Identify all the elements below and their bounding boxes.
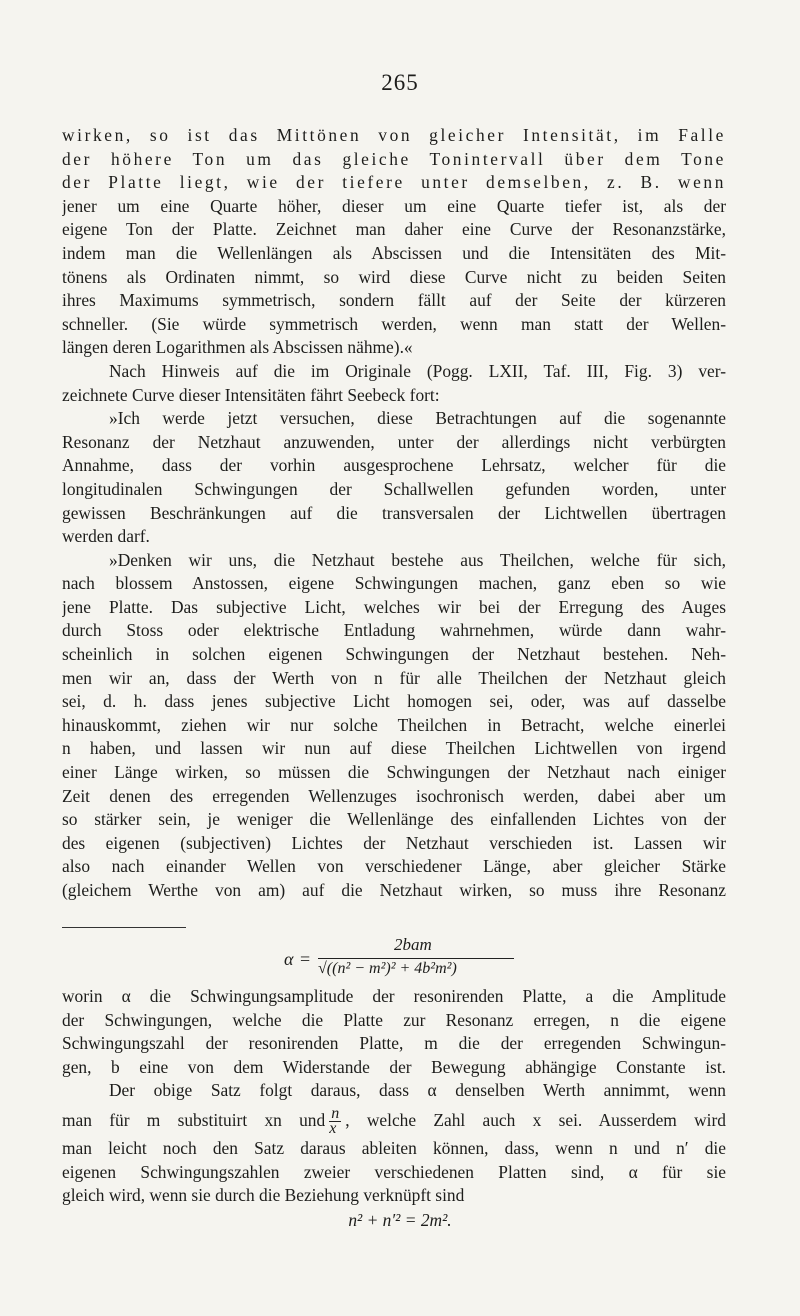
text-line: zeichnete Curve dieser Intensitäten fährt Seebeck fort: [62,384,440,405]
text-line: des eigenen (subjectiven) Lichtes der Netzhaut verschieden ist. Lassen wir [62,832,726,853]
subst-after: , welche Zahl auch x sei. Ausserdem wird [345,1109,726,1130]
main-text [62,124,726,903]
text-line: so stärker sein, je weniger die Wellenlänge des einfallenden Lichtes von der [62,809,726,830]
formula-equals: = [300,949,311,969]
continuation-text [62,985,726,1208]
text-line: scheinlich in solchen eigenen Schwingungen der Netzhaut bestehen. Neh- [62,644,726,665]
fraction-bar [318,958,514,959]
text-line: werden darf. [62,526,150,547]
frac-denominator: x [329,1120,337,1137]
text-line: gewissen Beschränkungen auf die transversalen der Lichtwellen übertragen [62,502,726,523]
text-line: eigene Ton der Platte. Zeichnet man daher eine Curve der Resonanzstärke, [62,219,726,240]
text-line: ihres Maximums symmetrisch, sondern fällt auf der Seite der kürzeren [62,290,726,311]
text-line: also nach einander Wellen von verschiedener Länge, aber gleicher Stärke [62,856,726,877]
text-line: (gleichem Werthe von am) auf die Netzhaut wirken, so muss ihre Resonanz [62,880,726,900]
text-line: gen, b eine von dem Widerstande der Bewegung abhängige Constante ist. [62,1056,726,1077]
footnote-rule [62,927,186,928]
text-line: wirken, so ist das Mittönen von gleicher Intensität, im Falle [62,125,726,145]
text-line: »Denken wir uns, die Netzhaut bestehe aus Theilchen, welche für sich, [109,549,726,570]
text-line: Zeit denen des erregenden Wellenzuges isochronisch werden, dabei aber um [62,785,726,806]
text-line: gleich wird, wenn sie durch die Beziehung verknüpft sind [62,1185,465,1206]
text-line: der höhere Ton um das gleiche Tonintervall über dem Tone [62,148,726,169]
text-line: der Platte liegt, wie der tiefere unter demselben, z. B. wenn [62,172,726,193]
page-number: 265 [381,70,419,95]
formula-denominator: √((n² − m²)² + 4b²m²) [318,960,457,977]
text-line: schneller. (Sie würde symmetrisch werden, wenn man statt der Wellen- [62,313,726,334]
text-line: nach blossem Anstossen, eigene Schwingungen machen, ganz eben so wie [62,573,726,594]
text-line: Resonanz der Netzhaut anzuwenden, unter der allerdings nicht verbürgten [62,431,726,452]
text-line: man leicht noch den Satz daraus ableiten können, dass, wenn n und n′ die [62,1137,726,1158]
text-line: »Ich werde jetzt versuchen, diese Betrachtungen auf die sogenannte [109,408,726,429]
text-line: Schwingungszahl der resonirenden Platte, m die der erregenden Schwingun- [62,1033,726,1054]
text-line: Annahme, dass der vorhin ausgesprochene Lehrsatz, welcher für die [62,455,726,476]
text-line: tönens als Ordinaten nimmt, so wird diese Curve nicht zu beiden Seiten [62,266,726,287]
n-over-x-fraction [329,1107,341,1136]
text-line: längen deren Logarithmen als Abscissen nähme).« [62,337,413,358]
text-line: indem man die Wellenlängen als Abscissen und die Intensitäten des Mit- [62,242,726,263]
text-line: sei, d. h. dass jenes subjective Licht homogen sei, oder, was auf dasselbe [62,691,726,712]
text-line: worin α die Schwingungsamplitude der resonirenden Platte, a die Amplitude [62,986,726,1006]
formula-numerator: 2bam [394,935,432,954]
text-line: durch Stoss oder elektrische Entladung wahrnehmen, würde dann wahr- [62,620,726,641]
formula-lhs: α [284,949,294,969]
text-line: men wir an, dass der Werth von n für alle Theilchen der Netzhaut gleich [62,667,726,688]
text-line: Der obige Satz folgt daraus, dass α denselben Werth annimmt, wenn [109,1080,726,1101]
text-line: n haben, und lassen wir nun auf diese Theilchen Lichtwellen von irgend [62,738,726,759]
final-equation: n² + n′² = 2m². [348,1210,452,1230]
text-line: der Schwingungen, welche die Platte zur Resonanz erregen, n die eigene [62,1009,726,1030]
substitution-line [62,1103,726,1137]
text-line: longitudinalen Schwingungen der Schallwellen gefunden worden, unter [62,478,726,499]
text-line: einer Länge wirken, so müssen die Schwingungen der Netzhaut nach einiger [62,762,726,783]
text-line: jene Platte. Das subjective Licht, welches wir bei der Erregung des Auges [62,596,726,617]
subst-before: man für m substituirt xn und [62,1109,326,1130]
text-line: jener um eine Quarte höher, dieser um eine Quarte tiefer ist, als der [62,195,726,216]
resonance-formula [0,935,800,984]
text-line: eigenen Schwingungszahlen zweier verschiedenen Platten sind, α für sie [62,1161,726,1182]
frac-numerator: n [331,1105,340,1123]
text-line: hinauskommt, ziehen wir nur solche Theilchen in Betracht, welche einerlei [62,714,726,735]
text-line: Nach Hinweis auf die im Originale (Pogg. LXII, Taf. III, Fig. 3) ver- [109,360,726,381]
